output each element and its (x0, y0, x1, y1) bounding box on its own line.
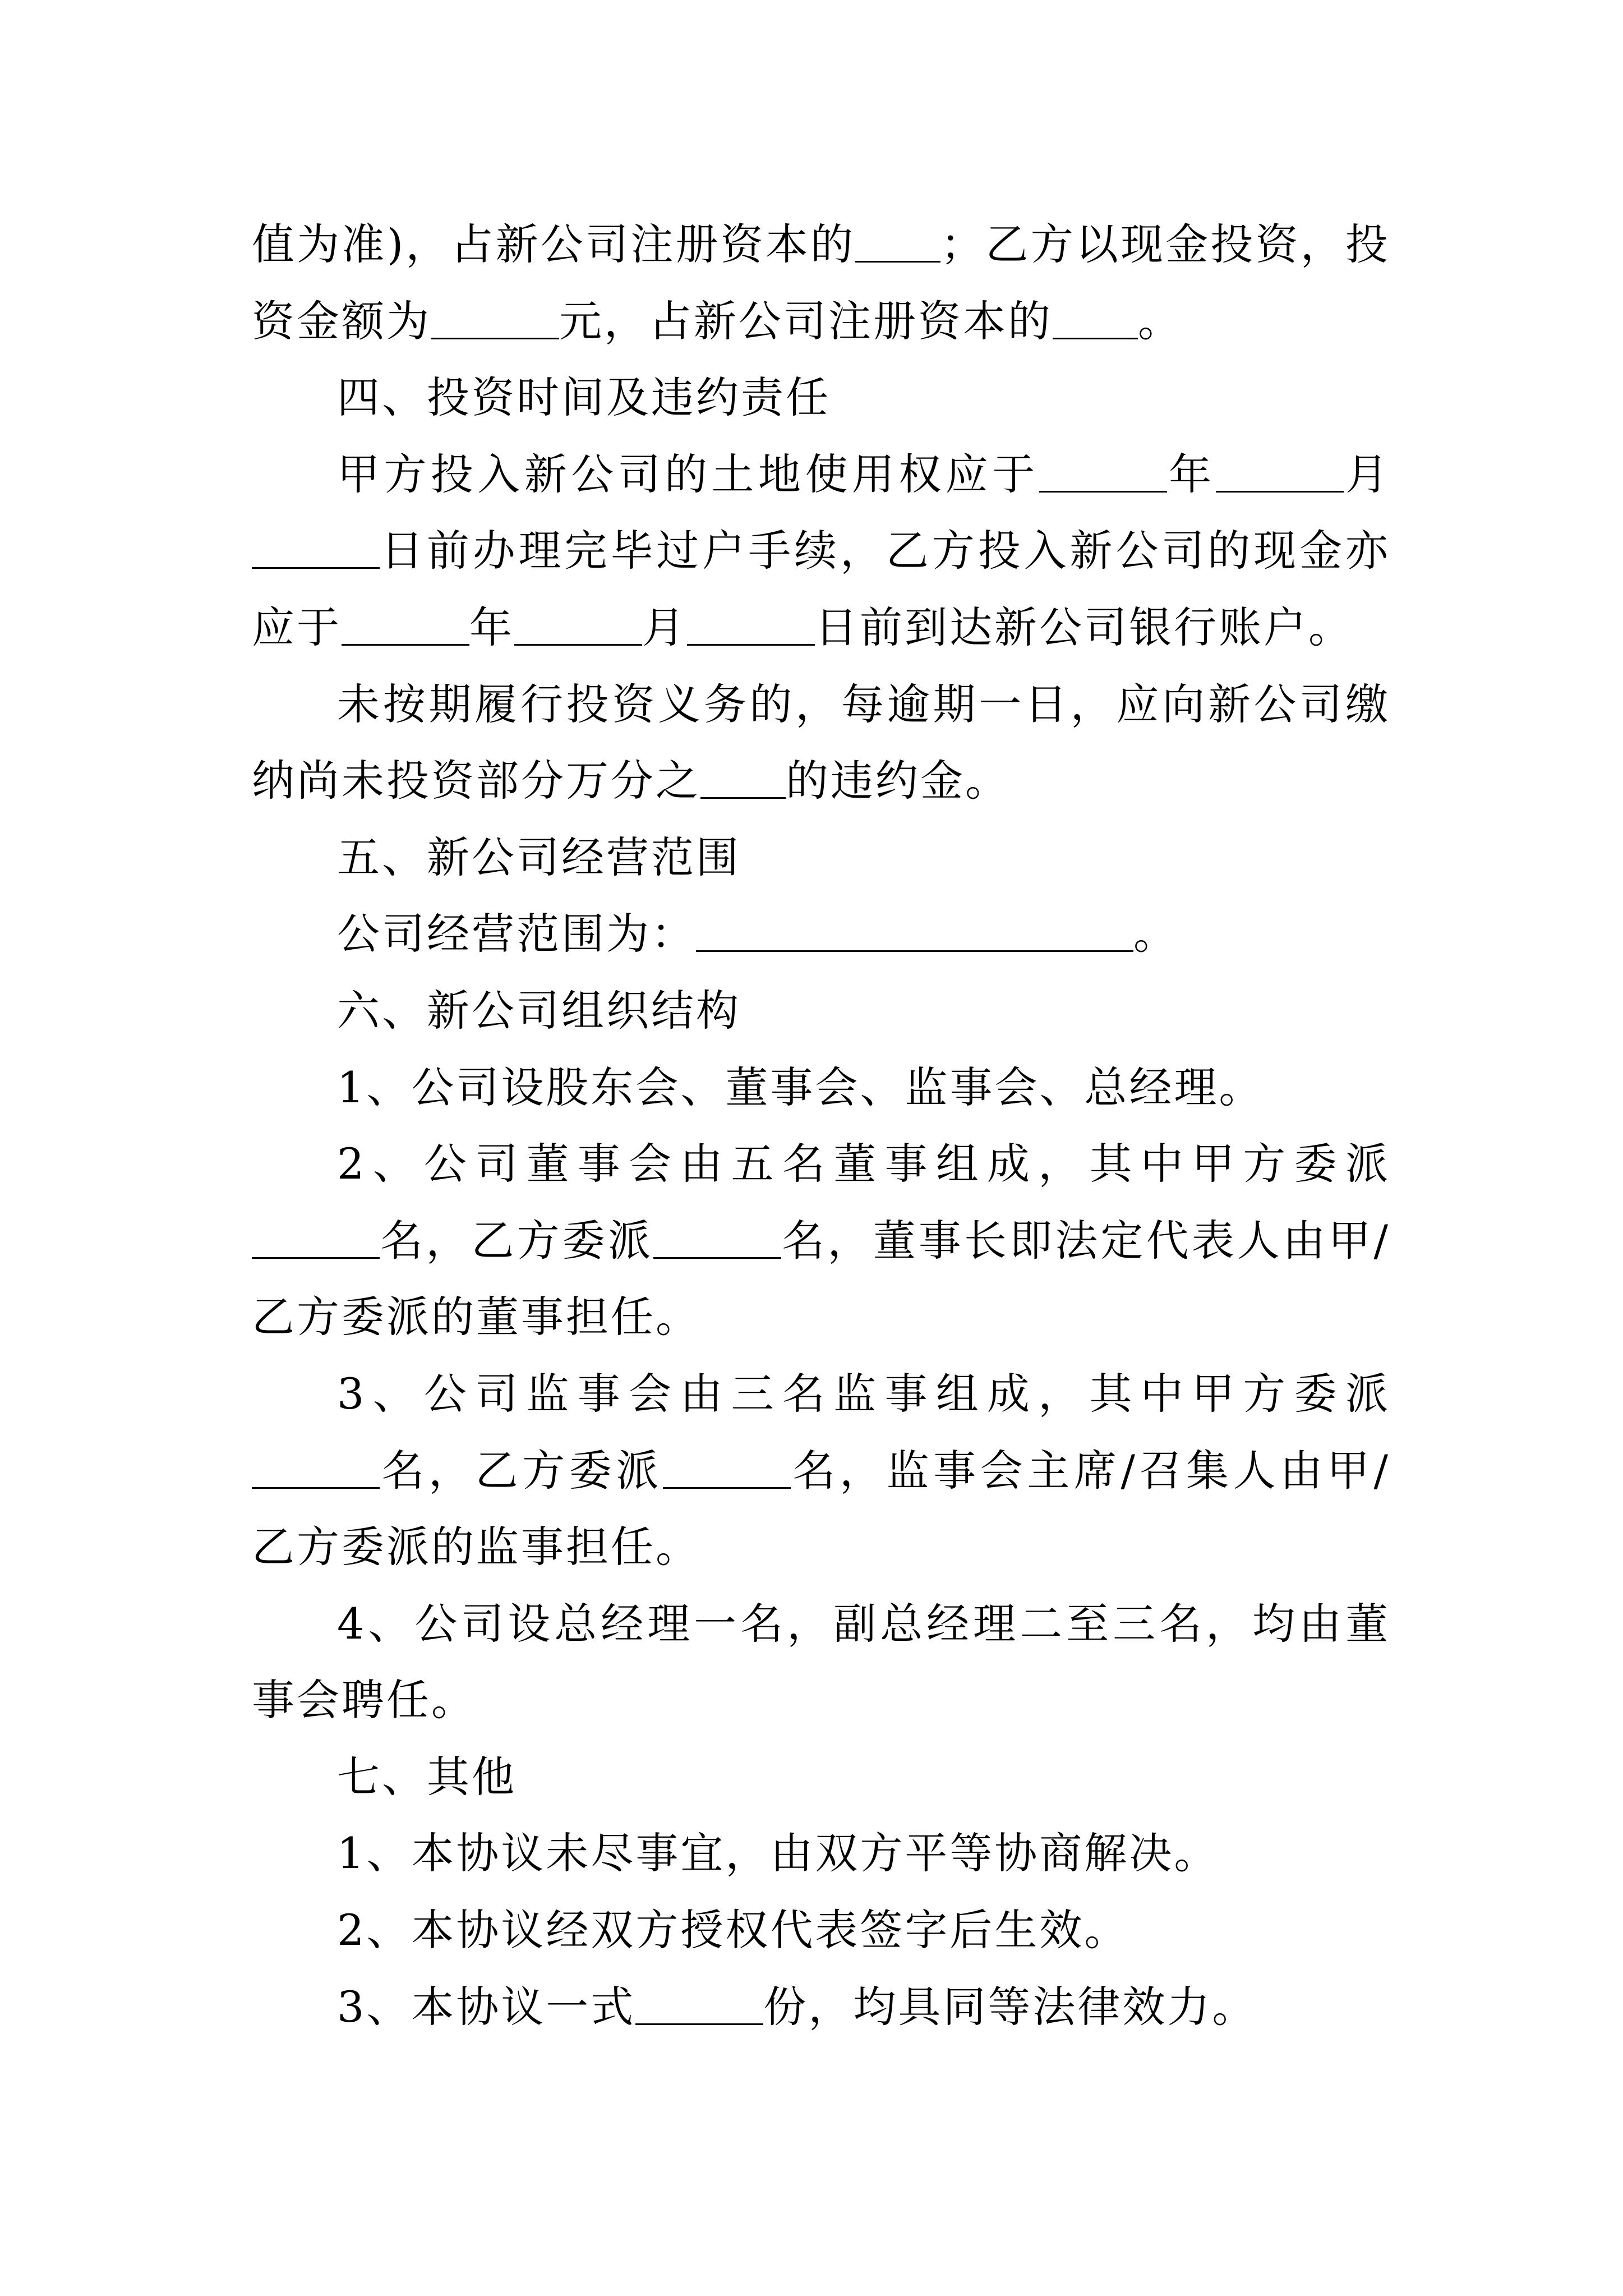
text-segment: 2、公司董事会由五名董事组成，其中甲方委派 (337, 1139, 1390, 1189)
paragraph-org-2 (252, 1126, 1390, 1356)
text-segment: 。 (1133, 909, 1178, 959)
text-segment: 份，均具同等法律效力。 (763, 1981, 1257, 2032)
blank-field (700, 754, 786, 799)
text-segment: 月 (1343, 449, 1391, 499)
paragraph-penalty (252, 666, 1390, 820)
paragraph-org-1: 1、公司设股东会、董事会、监事会、总经理。 (337, 1062, 1264, 1112)
text-segment: 甲方投入新公司的土地使用权应于 (337, 449, 1039, 499)
paragraph-investment-ratio (252, 206, 1390, 360)
blank-field (687, 601, 815, 646)
text-segment: 日前办理完毕过户手续，乙方投入新公司的现金亦应于 (252, 526, 1390, 652)
text-segment: 3、本协议一式 (337, 1981, 636, 2032)
document-body (252, 206, 1390, 2045)
text-segment: 月 (642, 602, 687, 652)
blank-field (855, 218, 940, 263)
blank-field (342, 601, 469, 646)
blank-field (252, 1214, 380, 1259)
section-heading-5: 五、新公司经营范围 (337, 832, 741, 882)
blank-field (635, 1981, 763, 2025)
blank-field (431, 295, 559, 339)
text-segment: 年 (469, 602, 514, 652)
text-segment: 公司经营范围为： (337, 909, 696, 959)
text-segment: 日前到达新公司银行账户。 (815, 602, 1353, 652)
paragraph-org-4: 4、公司设总经理一名，副总经理二至三名，均由董事会聘任。 (252, 1598, 1390, 1726)
text-segment: 名，监事会主席/召集人由甲/乙方委派的监事担任。 (252, 1445, 1391, 1572)
paragraph-other-3 (252, 1969, 1390, 2046)
blank-field (1053, 295, 1138, 339)
blank-field (252, 524, 380, 569)
blank-field (1216, 448, 1344, 493)
paragraph-investment-time (252, 436, 1390, 666)
blank-field (252, 1444, 380, 1489)
blank-field (663, 1444, 791, 1489)
paragraph-other-1: 1、本协议未尽事宜，由双方平等协商解决。 (337, 1828, 1219, 1879)
paragraph-business-scope (252, 896, 1390, 973)
text-segment: ；乙方以现金投资，投资金额为 (252, 219, 1390, 346)
blank-field (696, 908, 1133, 952)
text-segment: 年 (1166, 449, 1216, 499)
text-segment: 名，乙方委派 (380, 1445, 663, 1496)
text-segment: 的违约金。 (786, 756, 1010, 806)
text-segment: 名，董事长即法定代表人由甲/乙方委派的董事担任。 (252, 1215, 1391, 1342)
blank-field (653, 1214, 781, 1259)
text-segment: 名，乙方委派 (380, 1215, 654, 1266)
section-heading-6: 六、新公司组织结构 (337, 985, 741, 1036)
text-segment: 元，占新公司注册资本的 (559, 296, 1053, 346)
section-heading-7: 七、其他 (337, 1751, 517, 1802)
text-segment: 3、公司监事会由三名监事组成，其中甲方委派 (337, 1368, 1390, 1419)
paragraph-org-3 (252, 1356, 1390, 1586)
text-segment: 。 (1138, 296, 1183, 346)
paragraph-other-2: 2、本协议经双方授权代表签字后生效。 (337, 1905, 1129, 1955)
text-segment: 未按期履行投资义务的，每逾期一日，应向新公司缴纳尚未投资部分万分之 (252, 679, 1390, 806)
text-segment: 值为准)，占新公司注册资本的 (252, 219, 856, 269)
blank-field (1039, 448, 1167, 493)
section-heading-4: 四、投资时间及违约责任 (337, 372, 831, 423)
blank-field (514, 601, 642, 646)
